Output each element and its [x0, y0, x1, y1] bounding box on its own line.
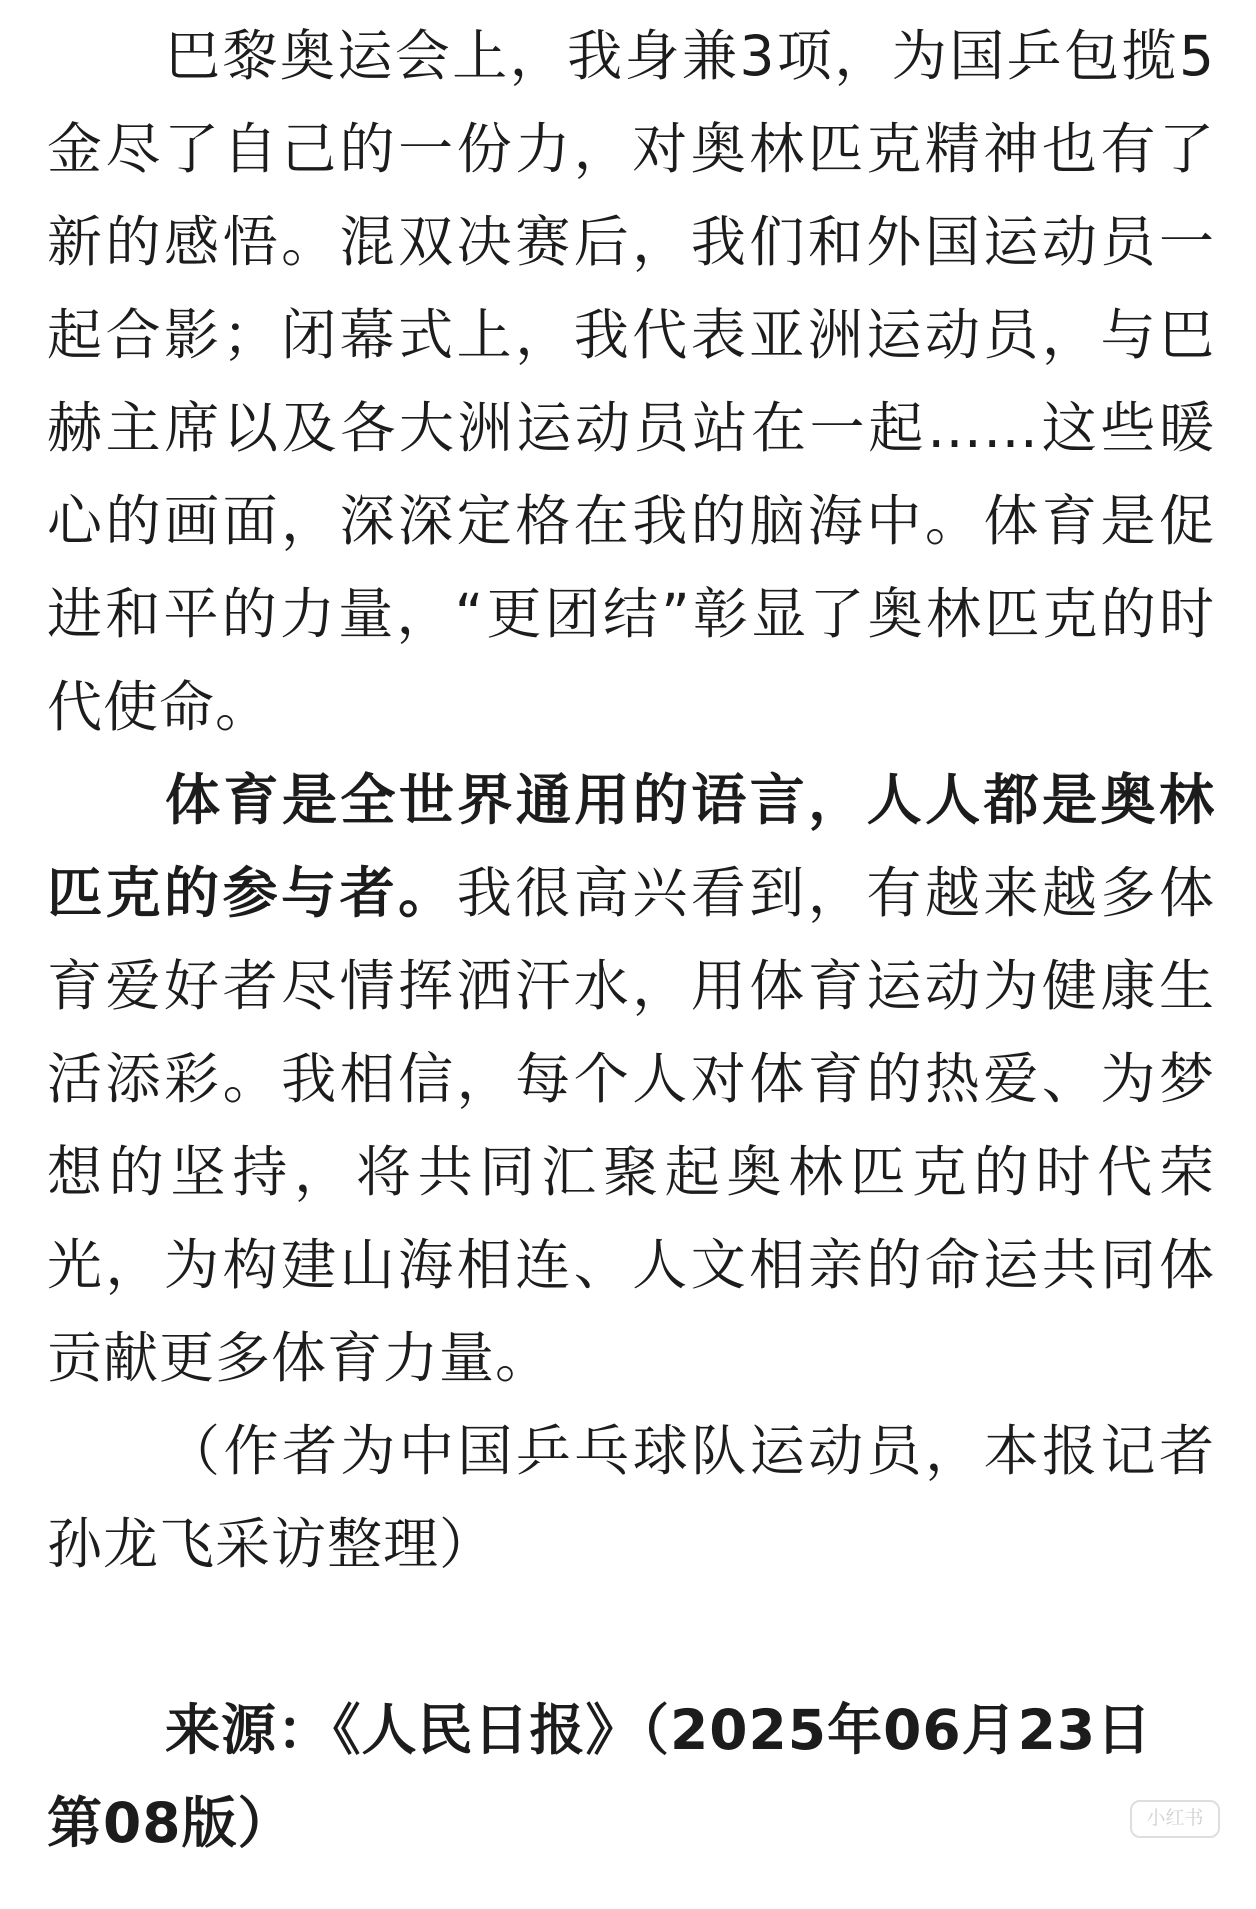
source-citation: 来源：《人民日报》（2025年06月23日 第08版）	[47, 1698, 1153, 1855]
paragraph-sports-language	[47, 754, 1215, 1405]
paragraph-body-text: 我很高兴看到，有越来越多体育爱好者尽情挥洒汗水，用体育运动为健康生活添彩。我相信，每个人对体育的热爱、为梦想的坚持，将共同汇聚起奥林匹克的时代荣光，为构建山海相连、人文相亲的命运共同体贡献更多体育力量。	[47, 861, 1215, 1390]
article-body	[47, 10, 1215, 1870]
blank-line	[47, 1591, 1215, 1684]
paragraph-olympics-experience: 巴黎奥运会上，我身兼3项，为国乒包揽5金尽了自己的一份力，对奥林匹克精神也有了新的感悟。混双决赛后，我们和外国运动员一起合影；闭幕式上，我代表亚洲运动员，与巴赫主席以及各大洲运动员站在一起……这些暖心的画面，深深定格在我的脑海中。体育是促进和平的力量，“更团结”彰显了奥林匹克的时代使命。	[47, 24, 1215, 739]
platform-watermark: 小红书	[1130, 1800, 1220, 1838]
paragraph-bold-lead: 体育是全世界通用的语言，人人都是奥林匹克的参与者。	[47, 768, 1215, 925]
author-note: （作者为中国乒乓球队运动员，本报记者孙龙飞采访整理）	[47, 1419, 1215, 1576]
